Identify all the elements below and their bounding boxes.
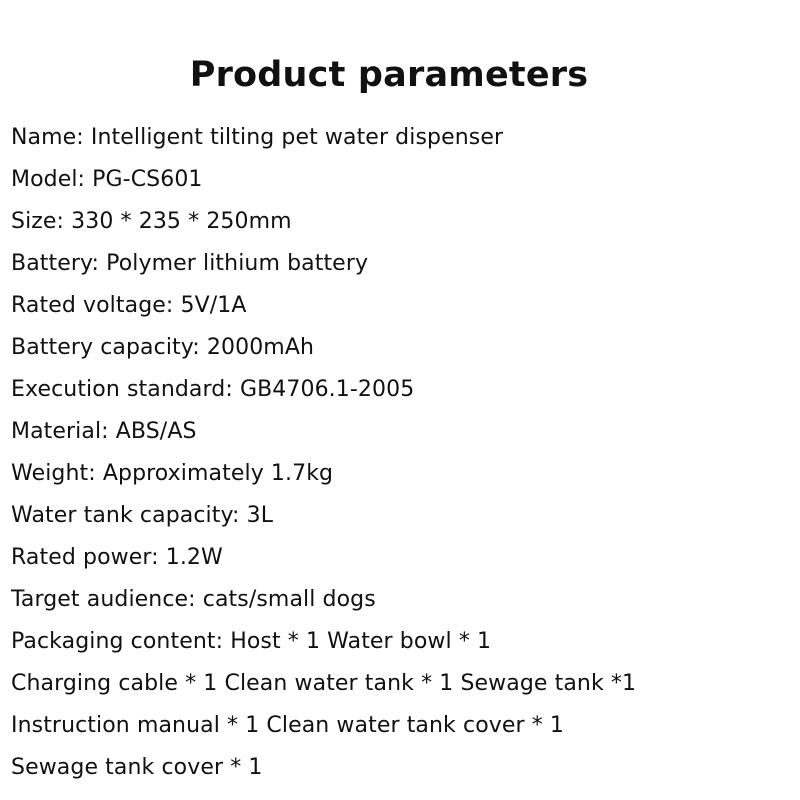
param-packaging-content-continued-2: Instruction manual * 1 Clean water tank cover * 1 bbox=[11, 713, 565, 738]
param-execution-standard: Execution standard: GB4706.1-2005 bbox=[11, 377, 415, 402]
param-battery: Battery: Polymer lithium battery bbox=[11, 251, 369, 276]
page-title: Product parameters bbox=[189, 55, 589, 96]
parameter-list bbox=[11, 117, 636, 789]
param-size: Size: 330 * 235 * 250mm bbox=[11, 209, 292, 234]
param-battery-capacity: Battery capacity: 2000mAh bbox=[11, 335, 315, 360]
param-packaging-content-continued-3: Sewage tank cover * 1 bbox=[11, 755, 263, 780]
param-water-tank-capacity: Water tank capacity: 3L bbox=[11, 503, 274, 528]
param-target-audience: Target audience: cats/small dogs bbox=[11, 587, 376, 612]
param-rated-power: Rated power: 1.2W bbox=[11, 545, 223, 570]
param-model: Model: PG-CS601 bbox=[11, 167, 203, 192]
param-rated-voltage: Rated voltage: 5V/1A bbox=[11, 293, 247, 318]
param-name: Name: Intelligent tilting pet water dispenser bbox=[11, 125, 504, 150]
param-material: Material: ABS/AS bbox=[11, 419, 197, 444]
param-weight: Weight: Approximately 1.7kg bbox=[11, 461, 334, 486]
param-packaging-content-continued-1: Charging cable * 1 Clean water tank * 1 Sewage tank *1 bbox=[11, 671, 637, 696]
param-packaging-content: Packaging content: Host * 1 Water bowl * 1 bbox=[11, 629, 492, 654]
